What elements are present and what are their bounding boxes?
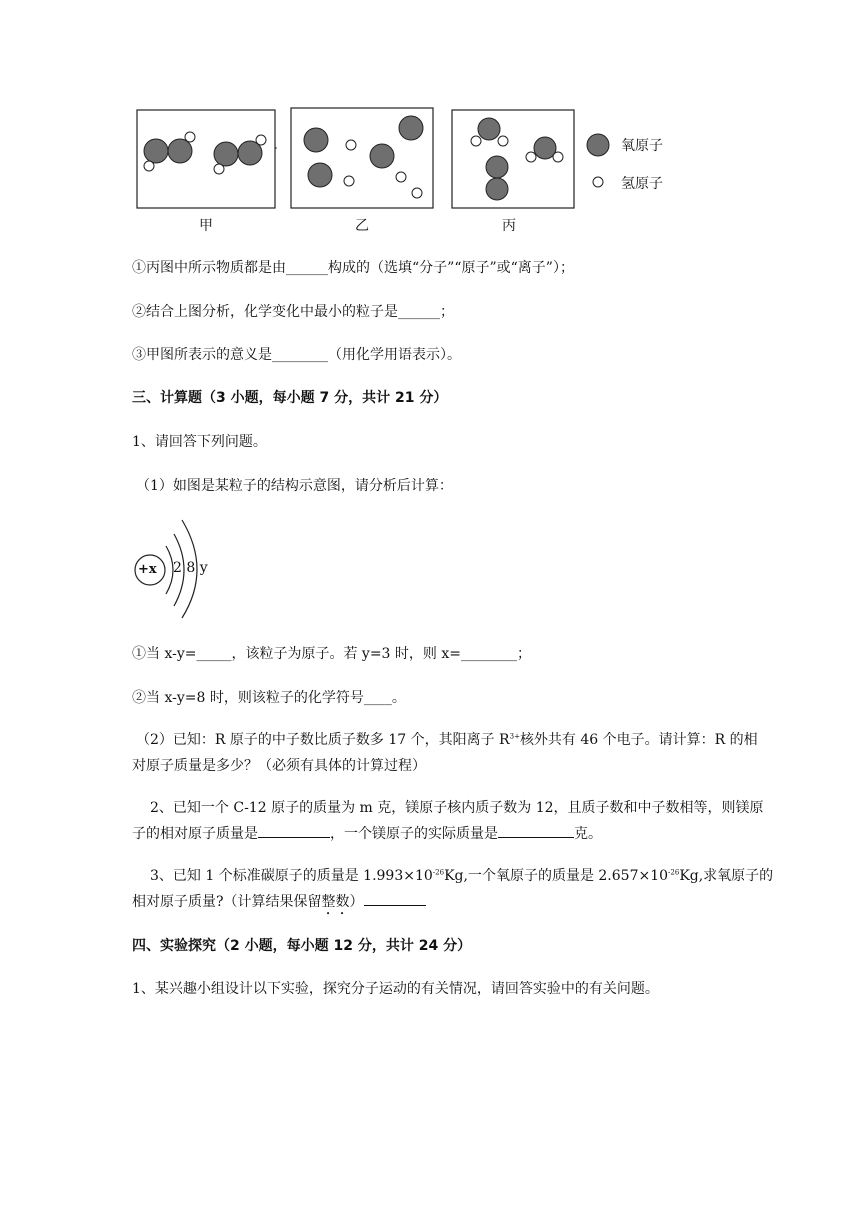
oxygen-atom xyxy=(144,139,168,163)
hydrogen-atom xyxy=(185,132,195,142)
oxygen-atom xyxy=(168,139,192,163)
nucleus-label: +x xyxy=(138,562,157,577)
molecule-figure xyxy=(0,0,860,240)
question-text: （1）如图是某粒子的结构示意图，请分析后计算： xyxy=(136,478,453,494)
hydrogen-atom xyxy=(498,136,508,146)
hydrogen-atom xyxy=(256,135,266,145)
oxygen-atom xyxy=(478,118,500,140)
question-text: 3、已知 1 个标准碳原子的质量是 $1.993\times 10^{-26}Kg$,一个氧原子的质量是 $2.657\times 10^{-26}Kg$,求氧原子的 xyxy=(150,868,774,884)
hydrogen-atom xyxy=(553,152,563,162)
shell-electrons-label: 2 8 y xyxy=(173,560,208,576)
legend-oxygen-swatch xyxy=(587,134,609,156)
caption-jia: 甲 xyxy=(199,218,213,234)
legend-hydrogen-label: 氢原子 xyxy=(621,176,663,192)
question-line: ②结合上图分析，化学变化中最小的粒子是______； xyxy=(132,304,454,320)
hydrogen-atom xyxy=(144,161,154,171)
question-text: 对原子质量是多少？（必须有具体的计算过程） xyxy=(132,758,426,774)
answer-blank[interactable] xyxy=(498,823,574,838)
question-text: （2）已知：R 原子的中子数比质子数多 17 个，其阳离子 $R^{3+}$核外共有 46 个电子。请计算：R 的相 xyxy=(136,732,758,748)
hydrogen-atom xyxy=(346,140,356,150)
oxygen-atom xyxy=(214,142,238,166)
question-text: 2、已知一个 C-12 原子的质量为 m 克，镁原子核内质子数为 12，且质子数和中子数相等，则镁原 xyxy=(150,800,764,816)
oxygen-atom xyxy=(308,163,332,187)
hydrogen-atom xyxy=(396,172,406,182)
question-line: ①丙图中所示物质都是由______构成的（选填“分子”“原子”或“离子”）； xyxy=(132,260,574,276)
oxygen-atom xyxy=(486,156,508,178)
section-heading: 四、实验探究（2 小题，每小题 12 分，共计 24 分） xyxy=(132,938,472,954)
electron-shell-arc xyxy=(166,546,173,594)
oxygen-atom xyxy=(486,178,508,200)
oxygen-atom xyxy=(399,116,423,140)
legend-oxygen-label: 氧原子 xyxy=(621,138,663,154)
question-line: ③甲图所表示的意义是________（用化学用语表示）。 xyxy=(132,347,461,363)
answer-blank[interactable] xyxy=(364,891,426,906)
hydrogen-atom xyxy=(344,176,354,186)
answer-blank[interactable] xyxy=(258,823,330,838)
oxygen-atom xyxy=(370,144,394,168)
question-text: 相对原子质量?（计算结果保留整数） xyxy=(132,891,426,918)
oxygen-atom xyxy=(304,128,328,152)
legend-hydrogen-swatch xyxy=(593,177,603,187)
question-text: 子的相对原子质量是 ，一个镁原子的实际质量是 克。 xyxy=(132,823,602,843)
caption-bing: 丙 xyxy=(502,218,516,234)
hydrogen-atom xyxy=(471,136,481,146)
question-text: 1、请回答下列问题。 xyxy=(132,434,267,450)
question-text: 1、某兴趣小组设计以下实验，探究分子运动的有关情况，请回答实验中的有关问题。 xyxy=(132,981,659,997)
hydrogen-atom xyxy=(526,152,536,162)
hydrogen-atom xyxy=(214,164,224,174)
hydrogen-atom xyxy=(412,188,422,198)
section-heading: 三、计算题（3 小题，每小题 7 分，共计 21 分） xyxy=(132,390,448,406)
question-text: ②当 x-y=8 时，则该粒子的化学符号____。 xyxy=(132,690,406,706)
question-text: ①当 x-y=_____，该粒子为原子。若 y=3 时，则 x=________； xyxy=(132,646,531,662)
caption-yi: 乙 xyxy=(355,218,369,234)
